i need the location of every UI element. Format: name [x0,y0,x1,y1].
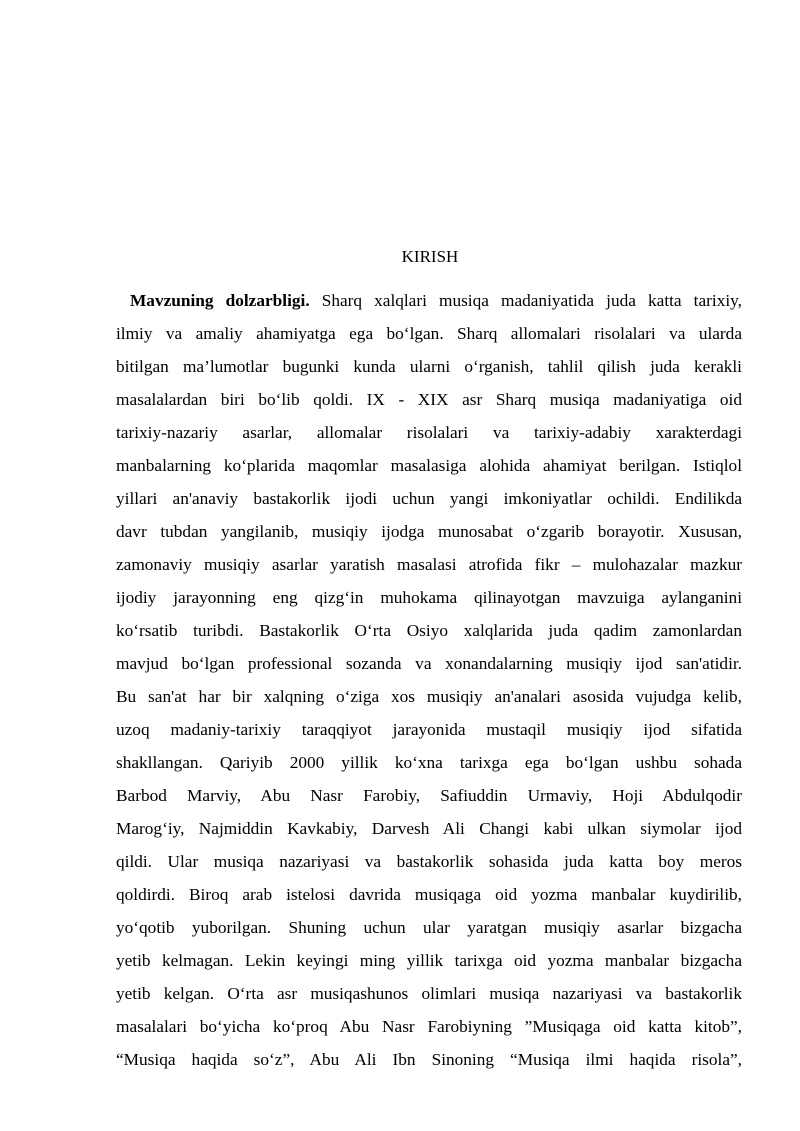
paragraph-line: yetib kelgan. O‘rta asr musiqashunos olimlari musiqa nazariyasi va bastakorlik [116,984,742,1003]
paragraph-line: davr tubdan yangilanib, musiqiy ijodga munosabat o‘zgarib borayotir. Xususan, [116,522,742,541]
paragraph-line: yillari an'anaviy bastakorlik ijodi uchun yangi imkoniyatlar ochildi. Endilikda [116,489,742,508]
paragraph-line: manbalarning ko‘plarida maqomlar masalasiga alohida ahamiyat berilgan. Istiqlol [116,456,742,475]
paragraph-line: Barbod Marviy, Abu Nasr Farobiy, Safiuddin Urmaviy, Hoji Abdulqodir [116,786,742,805]
lead-phrase: Mavzuning dolzarbligi. [130,291,310,310]
paragraph-line: ijodiy jarayonning eng qizg‘in muhokama qilinayotgan mavzuiga aylanganini [116,588,742,607]
paragraph-line: mavjud bo‘lgan professional sozanda va xonandalarning musiqiy ijod san'atidir. [116,654,742,673]
paragraph-line: ilmiy va amaliy ahamiyatga ega bo‘lgan. Sharq allomalari risolalari va ularda [116,324,742,343]
paragraph-line: tarixiy-nazariy asarlar, allomalar risolalari va tarixiy-adabiy xarakterdagi [116,423,742,442]
paragraph-line: masalalari bo‘yicha ko‘proq Abu Nasr Farobiyning ”Musiqaga oid katta kitob”, [116,1017,742,1036]
paragraph-line: ko‘rsatib turibdi. Bastakorlik O‘rta Osiyo xalqlarida juda qadim zamonlardan [116,621,742,640]
paragraph-line: qoldirdi. Biroq arab istelosi davrida musiqaga oid yozma manbalar kuydirilib, [116,885,742,904]
paragraph-line: zamonaviy musiqiy asarlar yaratish masalasi atrofida fikr – mulohazalar mazkur [116,555,742,574]
paragraph-line: Bu san'at har bir xalqning o‘ziga xos musiqiy an'analari asosida vujudga kelib, [116,687,742,706]
paragraph-line: uzoq madaniy-tarixiy taraqqiyot jarayonida mustaqil musiqiy ijod sifatida [116,720,742,739]
paragraph-line: “Musiqa haqida so‘z”, Abu Ali Ibn Sinoning “Musiqa ilmi haqida risola”, [116,1050,742,1069]
paragraph-line: masalalardan biri bo‘lib qoldi. IX - XIX asr Sharq musiqa madaniyatiga oid [116,390,742,409]
section-heading: KIRISH [401,247,459,266]
paragraph-line: shakllangan. Qariyib 2000 yillik ko‘xna tarixga ega bo‘lgan ushbu sohada [116,753,742,772]
body-paragraph [116,284,742,1076]
paragraph-line: bitilgan ma’lumotlar bugunki kunda ularni o‘rganish, tahlil qilish juda kerakli [116,357,742,376]
paragraph-line [116,284,742,317]
paragraph-line: yetib kelmagan. Lekin keyingi ming yillik tarixga oid yozma manbalar bizgacha [116,951,742,970]
first-line-text: Sharq xalqlari musiqa madaniyatida juda katta tarixiy, [309,291,742,310]
paragraph-line: Marog‘iy, Najmiddin Kavkabiy, Darvesh Ali Changi kabi ulkan siymolar ijod [116,819,742,838]
paragraph-line: qildi. Ular musiqa nazariyasi va bastakorlik sohasida juda katta boy meros [116,852,742,871]
paragraph-line: yo‘qotib yuborilgan. Shuning uchun ular yaratgan musiqiy asarlar bizgacha [116,918,742,937]
